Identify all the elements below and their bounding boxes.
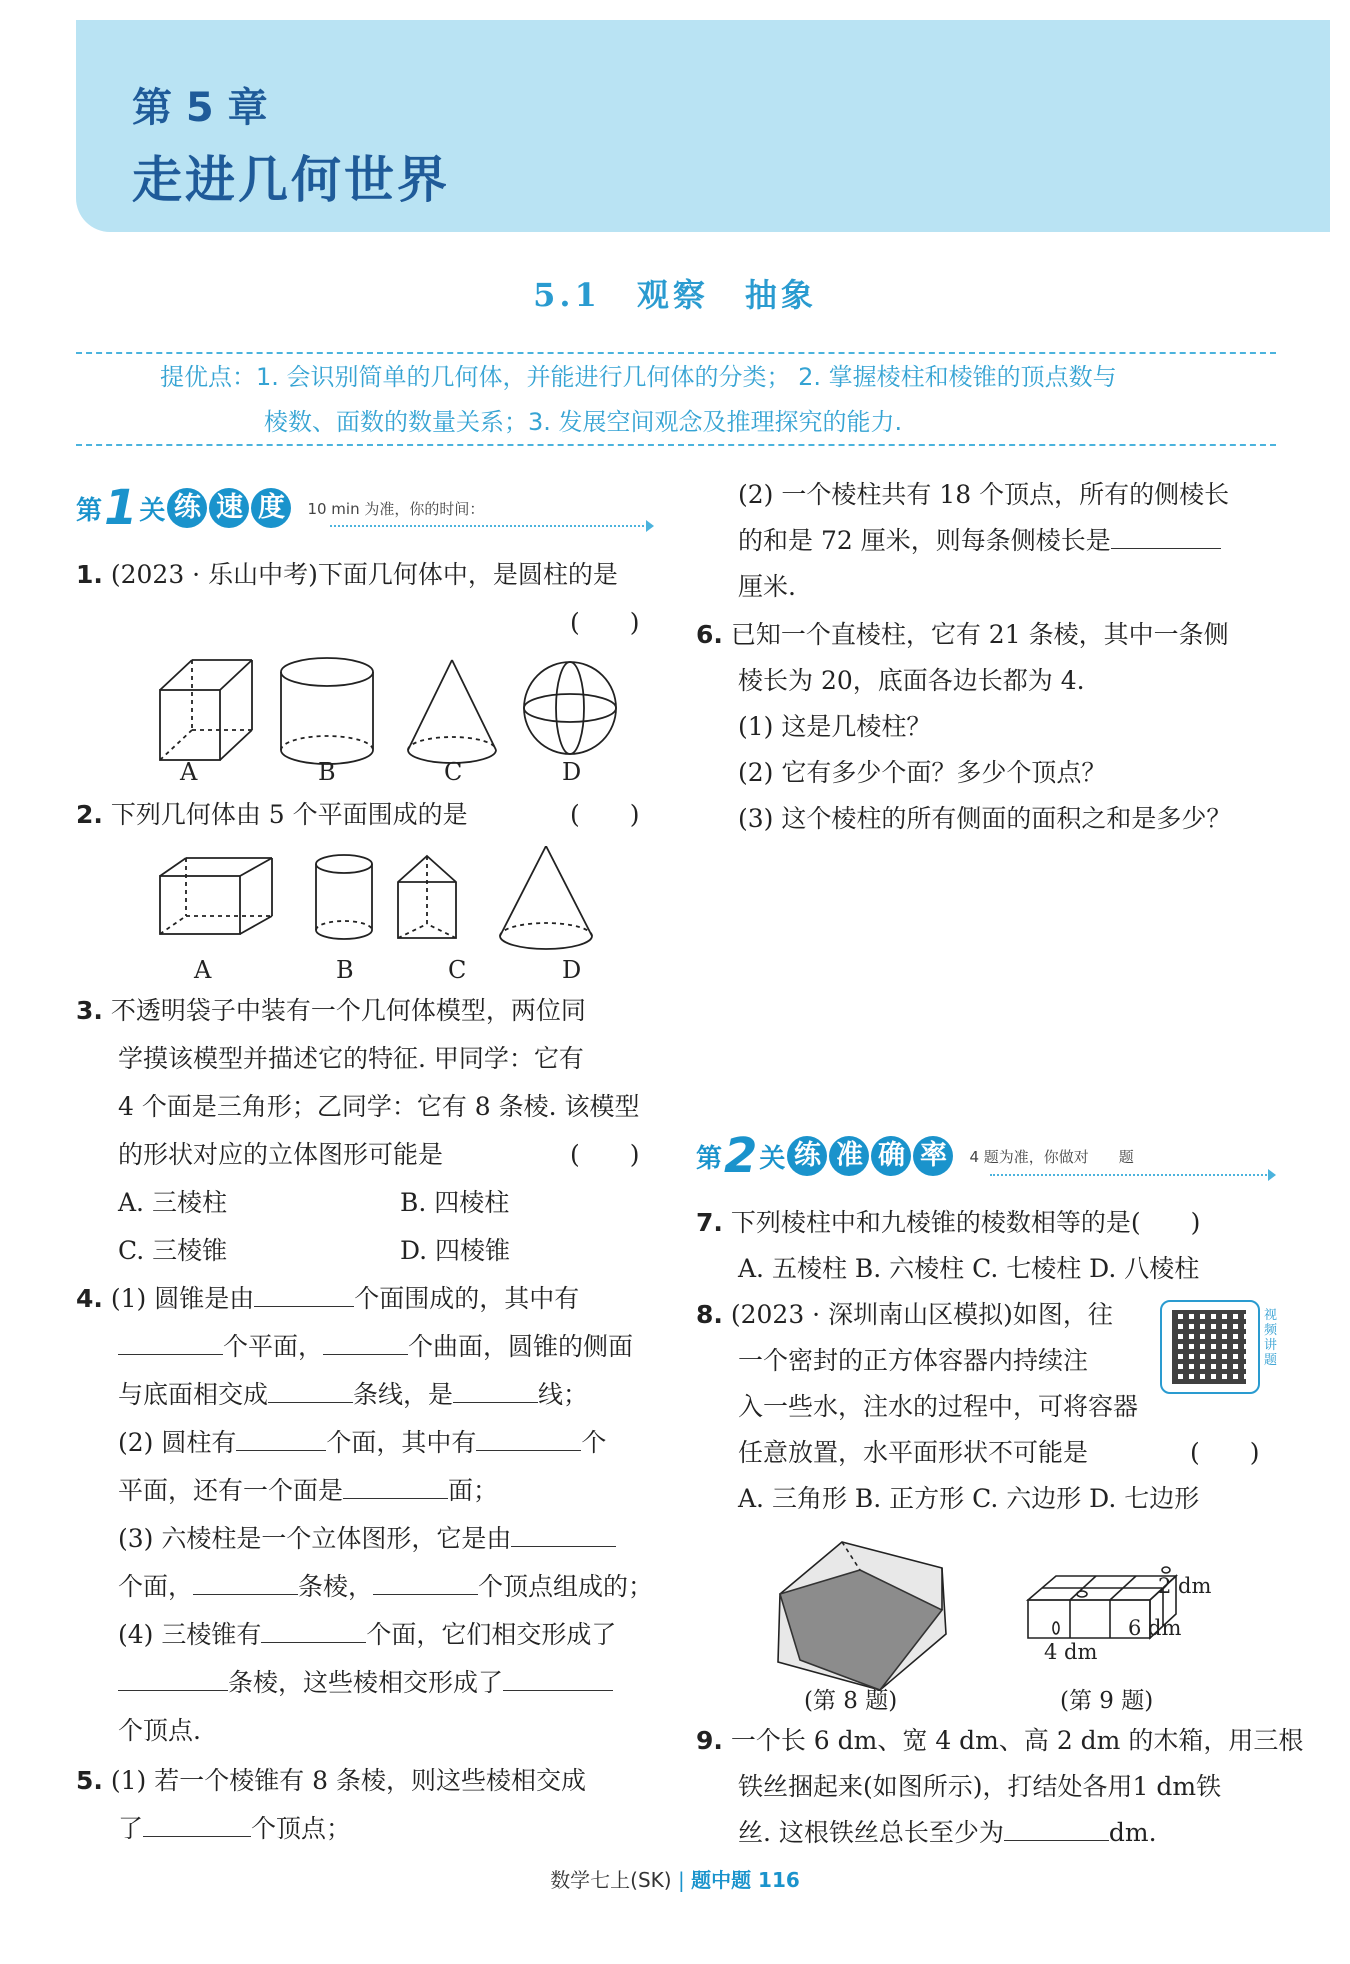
text: 个面，: [118, 1572, 194, 1601]
figure-label-d: D: [562, 758, 582, 786]
answer-blank[interactable]: [261, 1616, 366, 1643]
q5-line: [118, 1810, 351, 1848]
q4-line: [118, 1664, 613, 1702]
answer-blank[interactable]: [1004, 1814, 1109, 1841]
gate-arrow: [330, 525, 648, 527]
question-2: [76, 796, 468, 834]
sub-question: (2) 它有多少个面？多少个顶点？: [738, 758, 1107, 787]
answer-blank[interactable]: [1111, 522, 1221, 549]
answer-blank[interactable]: [476, 1424, 581, 1451]
cone-figure: [500, 846, 592, 949]
answer-blank[interactable]: [343, 1472, 448, 1499]
objectives-line-2: 棱数、面数的数量关系；3. 发展空间观念及推理探究的能力.: [264, 408, 903, 436]
answer-blank[interactable]: [511, 1520, 616, 1547]
question-4: [76, 1280, 579, 1318]
section-title: 5.1 观察 抽象: [533, 276, 817, 314]
gate-note: 4 题为准，你做对 题: [969, 1147, 1134, 1166]
figure-9-caption: (第 9 题): [1060, 1688, 1154, 1714]
qr-pattern: [1172, 1310, 1246, 1384]
gate-prefix: 第: [696, 1143, 723, 1174]
q4-line: [118, 1424, 606, 1462]
answer-blank[interactable]: [323, 1328, 408, 1355]
figure-label-b: B: [318, 758, 336, 786]
question-text: 的形状对应的立体图形可能是: [118, 1140, 444, 1169]
answer-blank[interactable]: [453, 1376, 538, 1403]
question-text: 铁丝捆起来(如图所示)，打结处各用1 dm铁: [738, 1772, 1222, 1801]
gate-suffix: 关: [759, 1143, 786, 1174]
text: (1) 圆锥是由: [110, 1284, 255, 1313]
page-footer: 数学七上(SK) | 题中题 116: [550, 1868, 800, 1892]
option-c: C. 三棱锥: [118, 1236, 228, 1265]
text: 个平面，: [223, 1332, 324, 1361]
question-3: [76, 992, 586, 1030]
text: 条线，是: [353, 1380, 454, 1409]
figure-label-a: A: [180, 758, 198, 786]
q4-line: [118, 1520, 616, 1558]
figure-8-caption: (第 8 题): [804, 1688, 898, 1714]
footer-book: 数学七上(SK): [550, 1868, 672, 1892]
text: 了: [118, 1814, 144, 1843]
figure-label-c: C: [444, 758, 463, 786]
text: 的和是 72 厘米，则每条侧棱长是: [738, 526, 1111, 555]
dimension-width: 4 dm: [1044, 1640, 1098, 1664]
question-number: 9.: [696, 1726, 723, 1755]
answer-blank[interactable]: [268, 1376, 353, 1403]
question-text: (1) 若一个棱锥有 8 条棱，则这些棱相交成: [110, 1766, 587, 1795]
divider: [76, 352, 1276, 354]
answer-blank[interactable]: [193, 1568, 298, 1595]
divider: [76, 444, 1276, 446]
answer-blank[interactable]: [503, 1664, 613, 1691]
chapter-title: 走进几何世界: [132, 151, 450, 209]
text: 个曲面，圆锥的侧面: [408, 1332, 634, 1361]
gate-note: 10 min 为准，你的时间：: [307, 499, 485, 518]
learning-objectives: [160, 355, 1220, 445]
question-number: 2.: [76, 800, 103, 829]
text: 个面，它们相交形成了: [366, 1620, 617, 1649]
q4-line: [118, 1616, 616, 1654]
gate-number: 1: [104, 480, 138, 536]
answer-paren: ( ): [570, 1140, 640, 1169]
options: A. 五棱柱 B. 六棱柱 C. 七棱柱 D. 八棱柱: [738, 1254, 1200, 1283]
q4-line: [118, 1472, 498, 1510]
q4-line: [118, 1568, 653, 1606]
cube-water-figure: [778, 1542, 946, 1690]
question-text: 下列几何体由 5 个平面围成的是: [110, 800, 468, 829]
answer-blank[interactable]: [236, 1424, 326, 1451]
question-text: 学摸该模型并描述它的特征. 甲同学：它有: [118, 1044, 584, 1073]
text: 个面，其中有: [326, 1428, 477, 1457]
gate-badge: 度: [251, 488, 291, 528]
text: 个顶点；: [251, 1814, 352, 1843]
question-text: 个顶点.: [118, 1716, 201, 1745]
qr-code[interactable]: [1160, 1300, 1278, 1394]
question-text: 入一些水，注水的过程中，可将容器: [738, 1392, 1139, 1421]
gate-prefix: 第: [76, 495, 103, 526]
text: (4) 三棱锥有: [118, 1620, 262, 1649]
gate-arrow: [990, 1174, 1270, 1176]
sub-question: (3) 这个棱柱的所有侧面的面积之和是多少？: [738, 804, 1232, 833]
question-1: [76, 556, 618, 594]
text: 与底面相交成: [118, 1380, 269, 1409]
answer-paren: ( ): [570, 608, 640, 637]
question-number: 5.: [76, 1766, 103, 1795]
text: 面；: [448, 1476, 499, 1505]
question-text: 已知一个直棱柱，它有 21 条棱，其中一条侧: [730, 620, 1229, 649]
option-a: A. 三棱柱: [118, 1188, 227, 1217]
cone-figure: [408, 660, 496, 763]
gate-suffix: 关: [139, 495, 166, 526]
text: 条棱，这些棱相交形成了: [228, 1668, 504, 1697]
text: 平面，还有一个面是: [118, 1476, 344, 1505]
answer-blank[interactable]: [118, 1664, 228, 1691]
option-d: D. 四棱锥: [400, 1236, 511, 1265]
question-text: 不透明袋子中装有一个几何体模型，两位同: [110, 996, 586, 1025]
answer-paren: ( ): [1190, 1438, 1260, 1467]
dimension-length: 6 dm: [1128, 1616, 1182, 1640]
figure-label-c: C: [448, 956, 467, 984]
cylinder-figure: [281, 658, 373, 764]
options: A. 三角形 B. 正方形 C. 六边形 D. 七边形: [738, 1484, 1200, 1513]
question-text: 棱长为 20，底面各边长都为 4.: [738, 666, 1085, 695]
question-text: 任意放置，水平面形状不可能是: [738, 1438, 1089, 1467]
pentagonal-prism-figure: [398, 856, 456, 938]
text: 丝. 这根铁丝总长至少为: [738, 1818, 1004, 1847]
figure-label-d: D: [562, 956, 582, 984]
q1-figures: [150, 650, 630, 780]
question-9: [696, 1722, 1303, 1760]
answer-blank[interactable]: [254, 1280, 354, 1307]
question-number: 1.: [76, 560, 103, 589]
gate-badge: 率: [913, 1136, 953, 1176]
cube-figure: [160, 660, 252, 760]
question-8: [696, 1296, 1113, 1334]
gate-badge: 确: [871, 1136, 911, 1176]
cylinder-figure: [316, 855, 372, 939]
question-text: (2023 · 深圳南山区模拟)如图，往: [730, 1300, 1113, 1329]
gate-number: 2: [724, 1128, 758, 1184]
answer-paren: ( ): [570, 800, 640, 829]
question-text: 一个长 6 dm、宽 4 dm、高 2 dm 的木箱，用三根: [730, 1726, 1304, 1755]
question-text: 厘米.: [738, 572, 796, 601]
question-text: (2) 一个棱柱共有 18 个顶点，所有的侧棱长: [738, 480, 1230, 509]
question-text: (2023 · 乐山中考)下面几何体中，是圆柱的是: [110, 560, 618, 589]
question-number: 8.: [696, 1300, 723, 1329]
text: (2) 圆柱有: [118, 1428, 237, 1457]
answer-blank[interactable]: [143, 1810, 251, 1837]
question-number: 7.: [696, 1208, 723, 1237]
figure-label-b: B: [336, 956, 354, 984]
q4-line: [118, 1328, 633, 1366]
question-text: 4 个面是三角形；乙同学：它有 8 条棱. 该模型: [118, 1092, 640, 1121]
text: 个顶点组成的；: [478, 1572, 654, 1601]
question-number: 4.: [76, 1284, 103, 1313]
dimension-height: 2 dm: [1158, 1574, 1212, 1598]
gate-1-header: [76, 480, 484, 536]
question-5: [76, 1762, 586, 1800]
triangular-prism-figure: [160, 858, 272, 934]
question-text: 下列棱柱中和九棱锥的棱数相等的是( ): [730, 1208, 1201, 1237]
sphere-figure: [524, 662, 616, 754]
option-b: B. 四棱柱: [400, 1188, 510, 1217]
video-label: 视频讲题: [1264, 1308, 1278, 1368]
text: 个: [581, 1428, 607, 1457]
q9-line: [738, 1814, 1157, 1852]
q8-q9-figures: [770, 1530, 1250, 1700]
footer-page: 题中题 116: [691, 1868, 800, 1892]
gate-badge: 练: [167, 488, 207, 528]
q4-line: [118, 1376, 588, 1414]
text: 线；: [538, 1380, 589, 1409]
question-text: 一个密封的正方体容器内持续注: [738, 1346, 1089, 1375]
objectives-line-1: 提优点：1. 会识别简单的几何体，并能进行几何体的分类； 2. 掌握棱柱和棱锥的顶点数与: [160, 363, 1117, 391]
text: (3) 六棱柱是一个立体图形，它是由: [118, 1524, 512, 1553]
q5-line: [738, 522, 1221, 560]
text: 个面围成的，其中有: [354, 1284, 580, 1313]
q2-figures: [150, 846, 630, 956]
question-number: 3.: [76, 996, 103, 1025]
question-number: 6.: [696, 620, 723, 649]
text: dm.: [1108, 1818, 1157, 1847]
question-6: [696, 616, 1229, 654]
answer-blank[interactable]: [373, 1568, 478, 1595]
chapter-number: 第 5 章: [132, 85, 268, 131]
gate-badge: 速: [209, 488, 249, 528]
answer-blank[interactable]: [118, 1328, 223, 1355]
text: 条棱，: [298, 1572, 374, 1601]
figure-label-a: A: [194, 956, 212, 984]
gate-badge: 练: [787, 1136, 827, 1176]
gate-badge: 准: [829, 1136, 869, 1176]
question-7: [696, 1204, 1200, 1242]
sub-question: (1) 这是几棱柱？: [738, 712, 932, 741]
